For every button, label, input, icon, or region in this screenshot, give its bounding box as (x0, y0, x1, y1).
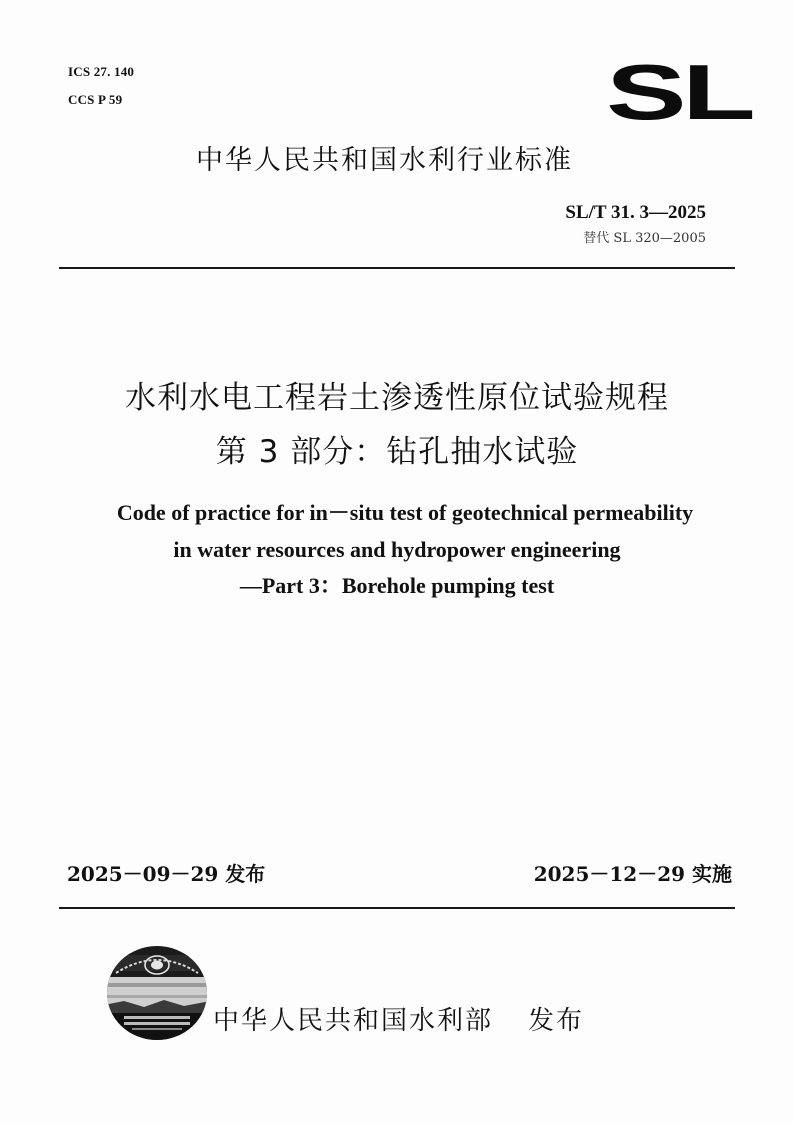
ccs-code: CCS P 59 (68, 92, 123, 107)
publisher-name: 中华人民共和国水利部 (213, 1006, 494, 1036)
chinese-title-line-2: 第 3 部分：钻孔抽水试验 (215, 434, 579, 470)
top-divider (59, 267, 735, 269)
implementation-date: 2025－12－29 实施 (533, 862, 732, 886)
chinese-title-line-1: 水利水电工程岩土渗透性原位试验规程 (125, 380, 669, 416)
sl-logo: SL (606, 48, 752, 136)
standard-code: SL/T 31. 3—2025 (565, 202, 706, 223)
publish-label: 发布 (528, 1006, 585, 1036)
bottom-divider (59, 907, 735, 909)
english-title-line-3: —Part 3：Borehole pumping test (239, 573, 555, 598)
standard-category-title: 中华人民共和国水利行业标准 (196, 145, 573, 176)
ics-code: ICS 27. 140 (68, 64, 135, 79)
anti-counterfeit-seal-icon (104, 943, 210, 1043)
replaces-standard: 替代 SL 320—2005 (583, 231, 706, 246)
issue-date: 2025－09－29 发布 (67, 862, 266, 886)
english-title-line-1: Code of practice for in－situ test of geotechnical permeability (116, 500, 694, 525)
english-title-line-2: in water resources and hydropower engineering (173, 537, 621, 562)
